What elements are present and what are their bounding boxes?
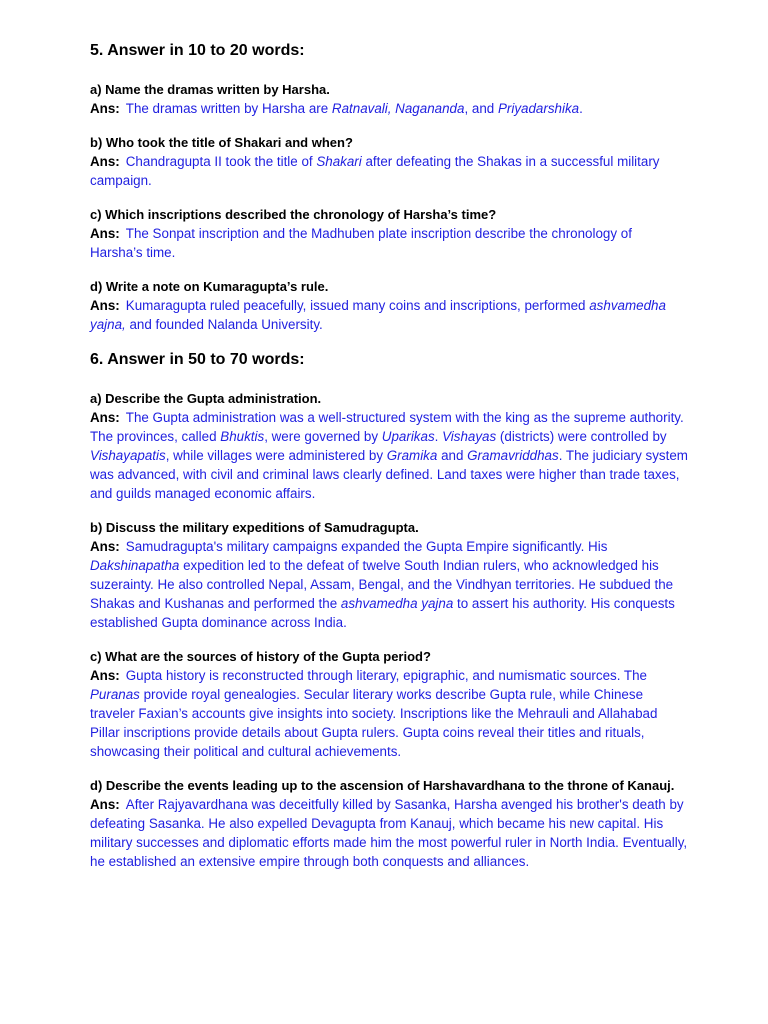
answer-label: Ans: [90,101,120,116]
answer-text [90,152,688,190]
answer-segment: The dramas written by Harsha are [125,101,332,116]
question-text: b) Who took the title of Shakari and when? [90,135,353,150]
answer-label: Ans: [90,539,120,554]
question-answer-block [90,277,688,334]
answer-segment: After Rajyavardhana was deceitfully killed by Sasanka, Harsha avenged his brother's death by defeating Sasanka. He also expelled Devagupta from Kanauj, which became his new capital. His military successes and diplomatic efforts made him the most powerful ruler in North India. Eventually, he established an extensive empire through both conquests and alliances. [90,797,688,869]
answer-italic-term: Gramika [386,448,438,463]
answer-segment: y. He also controlled Nepal, Assam, Bengal, and the Vindhyan territories. He subdued the Shakas and Kushanas and performed the [90,577,674,611]
question-text: a) Describe the Gupta administration. [90,391,322,406]
answer-segment: . [434,429,443,444]
answer-segment: and [437,448,468,463]
answer-text [90,795,688,871]
answer-italic-term: Gramavriddhas [467,448,559,463]
answer-segment: , and [464,101,498,116]
answer-segment: Gupta history is reconstructed through literary, epigraphic, and numismatic sources. The [125,668,648,683]
question-answer-block [90,133,688,190]
answer-segment: , while villages were administered by [165,448,387,463]
question-text: b) Discuss the military expeditions of Samudragupta. [90,520,419,535]
question-text: d) Write a note on Kumaragupta’s rule. [90,279,329,294]
question-answer-block [90,80,688,118]
answer-segment: provide royal genealogies. Secular literary works describe Gupta rule, while Chinese traveler Faxian’s accounts give insights into society. Inscriptions like the Mehrauli and Allahabad Pillar inscriptions provide details about Gupta rulers. Gupta coins reveal their titles and rituals, showcasing their political and cultural achievements. [90,687,658,759]
answer-segment: and founded Nalanda University. [125,317,323,332]
answer-segment: Kumaragupta ruled peacefully, issued many coins and inscriptions, performed [125,298,590,313]
answer-text [90,537,688,632]
answer-segment: The Gupta administration was a well-structured system with the king as the supreme authority. The provinces, called [90,410,684,444]
answer-segment: after defeating the Shakas in a successful military campaign. [90,154,660,188]
answer-italic-term: Vishayas [442,429,497,444]
answer-label: Ans: [90,797,120,812]
answer-segment: (districts) were controlled by [496,429,667,444]
answer-segment: to assert his authority. His conquests established Gupta dominance across India. [90,596,675,630]
answer-label: Ans: [90,668,120,683]
answer-text [90,99,688,118]
answer-segment: Chandragupta II took the title of [125,154,317,169]
section-title: 6. Answer in 50 to 70 words: [90,351,305,368]
document-content [90,40,688,871]
answer-segment: , were governed by [264,429,382,444]
answer-italic-term: ashvamedha yajna [340,596,454,611]
answer-italic-term: Uparikas [381,429,435,444]
question-answer-block [90,647,688,761]
question-text: d) Describe the events leading up to the ascension of Harshavardhana to the throne of Kanauj. [90,778,675,793]
answer-italic-term: Vishayapatis [90,448,166,463]
question-text: a) Name the dramas written by Harsha. [90,82,330,97]
question-text: c) Which inscriptions described the chronology of Harsha’s time? [90,207,497,222]
question-text: c) What are the sources of history of the Gupta period? [90,649,431,664]
answer-segment: . The judiciary system was advanced, with civil and criminal laws clearly defined. Land taxes were higher than trade taxes, and guilds managed economic affairs. [90,448,688,501]
answer-segment: . [579,101,583,116]
answer-text [90,666,688,761]
question-answer-block [90,389,688,503]
answer-italic-term: Ratnavali, Naganand [331,101,457,116]
question-answer-block [90,518,688,632]
answer-italic-term: Shakari [316,154,362,169]
answer-italic-term: Puranas [90,687,140,702]
answer-italic-term: Bhuktis [220,429,265,444]
answer-label: Ans: [90,410,120,425]
answer-segment: expedition led to the defeat of twelve South Indian rulers, who acknowledged his suzeraint [90,558,659,592]
answer-label: Ans: [90,298,120,313]
answer-italic-term: ashvamedha yajna, [90,298,666,332]
answer-text [90,224,688,262]
question-answer-block [90,205,688,262]
answer-label: Ans: [90,154,120,169]
answer-italic-term: Priyadarshika [497,101,580,116]
answer-text [90,408,688,503]
answer-segment: Samudragupta's military campaigns expanded the Gupta Empire significantly. His [125,539,608,554]
answer-label: Ans: [90,226,120,241]
answer-italic-term: Dakshinapatha [90,558,180,573]
question-answer-block [90,776,688,871]
answer-text [90,296,688,334]
answer-segment: The Sonpat inscription and the Madhuben plate inscription describe the chronology of Harsha’s time. [90,226,632,260]
answer-italic-term: a [457,101,465,116]
section-title: 5. Answer in 10 to 20 words: [90,42,305,59]
